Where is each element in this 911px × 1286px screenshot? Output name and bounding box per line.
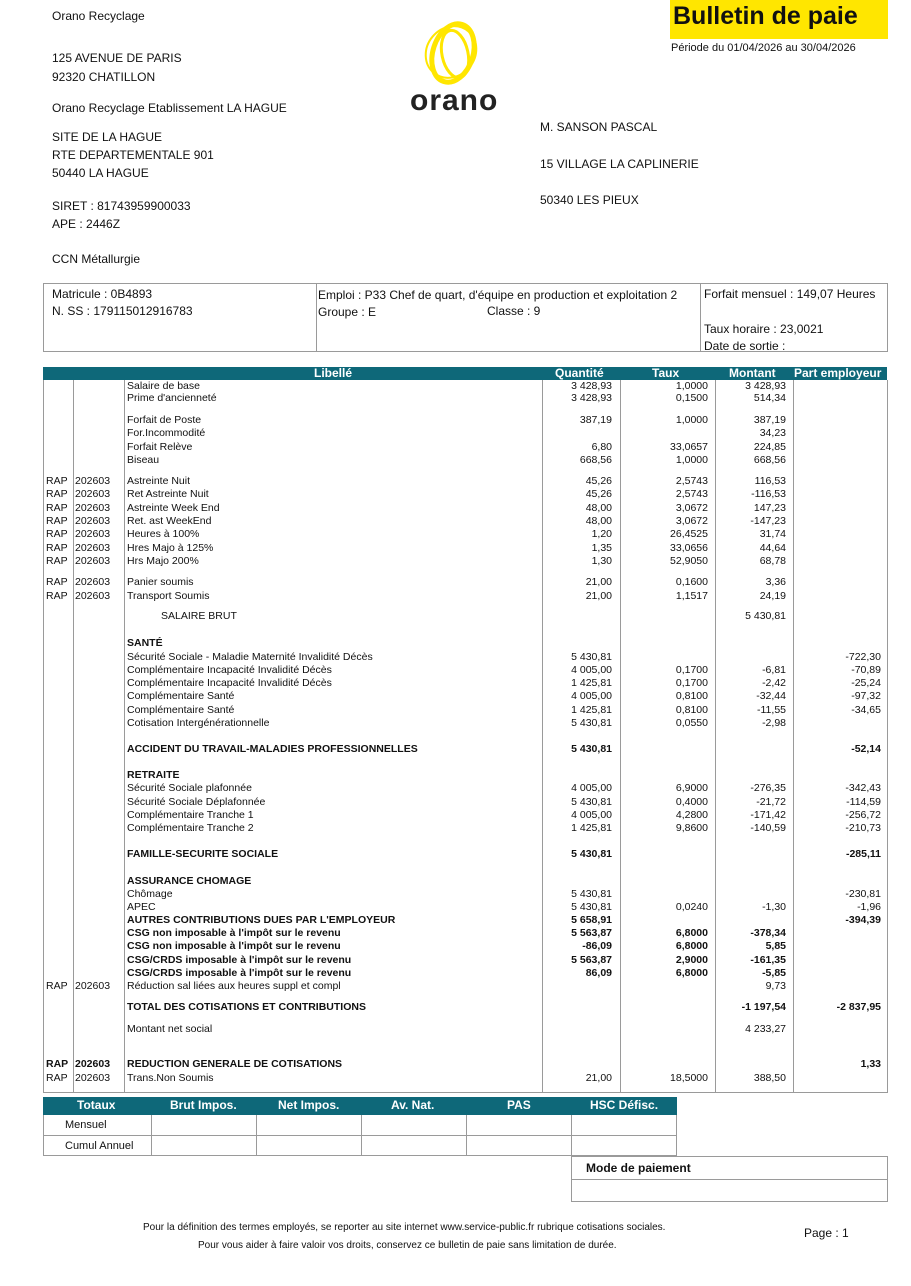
row-amount: -378,34 bbox=[750, 927, 786, 939]
row-amount: 514,34 bbox=[753, 392, 786, 404]
row-rate: 3,0672 bbox=[675, 515, 708, 527]
row-amount: 387,19 bbox=[753, 414, 786, 426]
table-row bbox=[0, 901, 911, 914]
row-amount: 5 430,81 bbox=[745, 610, 786, 622]
row-label: Complémentaire Santé bbox=[127, 690, 235, 702]
row-rate: 1,0000 bbox=[675, 454, 708, 466]
row-employer-part: -285,11 bbox=[845, 848, 881, 860]
row-label: CSG/CRDS imposable à l'impôt sur le revenu bbox=[127, 967, 352, 979]
row-quantity: 1 425,81 bbox=[571, 704, 612, 716]
exit-date: Date de sortie : bbox=[704, 339, 786, 353]
payment-mode-divider bbox=[571, 1179, 888, 1180]
row-quantity: 5 430,81 bbox=[571, 848, 612, 860]
table-row bbox=[0, 475, 911, 488]
row-label: CSG non imposable à l'impôt sur le revenu bbox=[127, 927, 341, 939]
row-label: Montant net social bbox=[127, 1023, 213, 1035]
row-period: 202603 bbox=[75, 515, 111, 527]
social-security-number: N. SS : 179115012916783 bbox=[52, 304, 193, 318]
row-rate: 0,4000 bbox=[675, 796, 708, 808]
table-row bbox=[0, 488, 911, 501]
job-class: Classe : 9 bbox=[487, 304, 541, 318]
table-row bbox=[0, 651, 911, 664]
row-rate: 2,5743 bbox=[675, 475, 708, 487]
row-rate: 6,8000 bbox=[675, 940, 708, 952]
row-amount: -11,55 bbox=[757, 704, 786, 716]
row-quantity: 5 430,81 bbox=[571, 888, 612, 900]
table-row bbox=[0, 1058, 911, 1071]
header-quantite: Quantité bbox=[555, 366, 604, 380]
table-row bbox=[0, 717, 911, 730]
table-row bbox=[0, 782, 911, 795]
company-address-line-1: 125 AVENUE DE PARIS bbox=[52, 51, 182, 65]
ape-code: APE : 2446Z bbox=[52, 217, 121, 231]
row-period: 202603 bbox=[75, 502, 111, 514]
row-period: 202603 bbox=[75, 576, 111, 588]
row-label: TOTAL DES COTISATIONS ET CONTRIBUTIONS bbox=[127, 1001, 366, 1013]
row-rate: 0,1600 bbox=[675, 576, 708, 588]
row-rate: 33,0656 bbox=[670, 542, 708, 554]
row-rap: RAP bbox=[46, 980, 68, 992]
row-employer-part: -394,39 bbox=[845, 914, 881, 926]
row-label: SANTÉ bbox=[127, 637, 163, 649]
row-amount: -2,98 bbox=[762, 717, 786, 729]
row-employer-part: -1,96 bbox=[857, 901, 881, 913]
row-quantity: 4 005,00 bbox=[571, 690, 612, 702]
row-quantity: 21,00 bbox=[585, 590, 612, 602]
row-amount: 24,19 bbox=[759, 590, 786, 602]
row-label: Prime d'ancienneté bbox=[127, 392, 217, 404]
row-rap: RAP bbox=[46, 488, 68, 500]
row-employer-part: -2 837,95 bbox=[836, 1001, 881, 1013]
table-row bbox=[0, 769, 911, 782]
row-quantity: 5 430,81 bbox=[571, 651, 612, 663]
row-label: Panier soumis bbox=[127, 576, 194, 588]
row-label: Sécurité Sociale plafonnée bbox=[127, 782, 252, 794]
row-rap: RAP bbox=[46, 1072, 68, 1084]
row-label: Complémentaire Incapacité Invalidité Décès bbox=[127, 677, 332, 689]
totals-header bbox=[43, 1097, 677, 1115]
row-label: ACCIDENT DU TRAVAIL-MALADIES PROFESSIONNELLES bbox=[127, 743, 418, 755]
totals-col-2 bbox=[256, 1115, 257, 1156]
row-amount: -32,44 bbox=[756, 690, 786, 702]
header-montant: Montant bbox=[729, 366, 776, 380]
row-rate: 6,9000 bbox=[675, 782, 708, 794]
header-part-employeur: Part employeur bbox=[794, 366, 882, 380]
row-amount: -147,23 bbox=[750, 515, 786, 527]
company-address-line-2: 92320 CHATILLON bbox=[52, 70, 156, 84]
row-rate: 26,4525 bbox=[670, 528, 708, 540]
orano-logo-text: orano bbox=[410, 84, 499, 117]
row-quantity: 4 005,00 bbox=[571, 664, 612, 676]
row-quantity: 5 430,81 bbox=[571, 901, 612, 913]
row-rate: 0,0550 bbox=[675, 717, 708, 729]
row-quantity: 48,00 bbox=[585, 502, 612, 514]
table-row bbox=[0, 704, 911, 717]
table-row bbox=[0, 690, 911, 703]
row-label: Hrs Majo 200% bbox=[127, 555, 199, 567]
row-label: Réduction sal liées aux heures suppl et compl bbox=[127, 980, 341, 992]
row-label: For.Incommodité bbox=[127, 427, 206, 439]
row-label: AUTRES CONTRIBUTIONS DUES PAR L'EMPLOYEUR bbox=[127, 914, 396, 926]
site-line-2: RTE DEPARTEMENTALE 901 bbox=[52, 148, 214, 162]
row-period: 202603 bbox=[75, 528, 111, 540]
totals-header-pas: PAS bbox=[507, 1098, 531, 1112]
footer-keep-note: Pour vous aider à faire valoir vos droits, conservez ce bulletin de paie sans limitation de durée. bbox=[198, 1240, 617, 1251]
row-rap: RAP bbox=[46, 555, 68, 567]
establishment-name: Orano Recyclage Etablissement LA HAGUE bbox=[52, 101, 287, 115]
row-amount: 31,74 bbox=[759, 528, 786, 540]
payslip-table-header bbox=[43, 367, 887, 380]
row-label: SALAIRE BRUT bbox=[161, 610, 237, 622]
row-amount: 116,53 bbox=[754, 475, 786, 487]
row-rap: RAP bbox=[46, 542, 68, 554]
row-rate: 52,9050 bbox=[670, 555, 708, 567]
document-title: Bulletin de paie bbox=[673, 2, 858, 30]
payment-mode-label: Mode de paiement bbox=[586, 1161, 691, 1175]
row-quantity: 5 658,91 bbox=[571, 914, 612, 926]
row-rap: RAP bbox=[46, 528, 68, 540]
siret: SIRET : 81743959900033 bbox=[52, 199, 191, 213]
row-quantity: 48,00 bbox=[585, 515, 612, 527]
site-line-1: SITE DE LA HAGUE bbox=[52, 130, 163, 144]
row-quantity: 86,09 bbox=[585, 967, 612, 979]
page-number: Page : 1 bbox=[804, 1226, 849, 1240]
row-period: 202603 bbox=[75, 488, 111, 500]
row-employer-part: -52,14 bbox=[851, 743, 881, 755]
row-rate: 1,0000 bbox=[675, 414, 708, 426]
row-rap: RAP bbox=[46, 515, 68, 527]
row-amount: 44,64 bbox=[759, 542, 786, 554]
table-row bbox=[0, 1023, 911, 1036]
row-period: 202603 bbox=[75, 590, 111, 602]
row-quantity: 21,00 bbox=[585, 576, 612, 588]
totals-row-mensuel: Mensuel bbox=[65, 1119, 107, 1131]
table-row bbox=[0, 637, 911, 650]
table-row bbox=[0, 576, 911, 589]
row-rate: 0,8100 bbox=[675, 690, 708, 702]
row-amount: -161,35 bbox=[750, 954, 786, 966]
table-row bbox=[0, 1001, 911, 1014]
row-employer-part: -230,81 bbox=[845, 888, 881, 900]
table-row bbox=[0, 528, 911, 541]
row-employer-part: -25,24 bbox=[851, 677, 881, 689]
table-row bbox=[0, 590, 911, 603]
row-amount: 147,23 bbox=[753, 502, 786, 514]
row-rap: RAP bbox=[46, 502, 68, 514]
row-employer-part: -722,30 bbox=[845, 651, 881, 663]
row-quantity: 5 430,81 bbox=[571, 717, 612, 729]
row-quantity: 3 428,93 bbox=[571, 380, 612, 392]
totals-col-1 bbox=[151, 1115, 152, 1156]
row-rate: 6,8000 bbox=[675, 967, 708, 979]
row-quantity: 4 005,00 bbox=[571, 782, 612, 794]
row-quantity: 1,20 bbox=[591, 528, 612, 540]
table-row bbox=[0, 454, 911, 467]
table-row bbox=[0, 677, 911, 690]
totals-row-cumul: Cumul Annuel bbox=[65, 1140, 134, 1152]
row-period: 202603 bbox=[75, 1072, 111, 1084]
row-period: 202603 bbox=[75, 555, 111, 567]
row-label: APEC bbox=[127, 901, 156, 913]
table-row bbox=[0, 414, 911, 427]
row-label: ASSURANCE CHOMAGE bbox=[127, 875, 252, 887]
document-title-box bbox=[670, 0, 888, 39]
row-amount: -116,53 bbox=[751, 488, 786, 500]
row-quantity: 45,26 bbox=[585, 475, 612, 487]
row-label: Heures à 100% bbox=[127, 528, 200, 540]
row-label: CSG non imposable à l'impôt sur le revenu bbox=[127, 940, 341, 952]
row-quantity: 5 430,81 bbox=[571, 796, 612, 808]
table-row bbox=[0, 927, 911, 940]
row-employer-part: -210,73 bbox=[845, 822, 881, 834]
pay-period: Période du 01/04/2026 au 30/04/2026 bbox=[671, 42, 856, 54]
row-amount: -21,72 bbox=[756, 796, 786, 808]
row-rate: 0,8100 bbox=[675, 704, 708, 716]
table-row bbox=[0, 441, 911, 454]
row-rate: 0,1700 bbox=[675, 677, 708, 689]
row-rate: 6,8000 bbox=[675, 927, 708, 939]
info-divider-1 bbox=[316, 283, 317, 352]
row-amount: -171,42 bbox=[750, 809, 786, 821]
row-amount: -140,59 bbox=[750, 822, 786, 834]
employee-address-line-1: 15 VILLAGE LA CAPLINERIE bbox=[540, 157, 699, 171]
job-group: Groupe : E bbox=[318, 305, 377, 319]
row-rap: RAP bbox=[46, 1058, 69, 1070]
row-rap: RAP bbox=[46, 590, 68, 602]
row-rate: 2,9000 bbox=[675, 954, 708, 966]
footer-definition-note: Pour la définition des termes employés, se reporter au site internet www.service-public.fr rubrique cotisations sociales. bbox=[143, 1222, 666, 1233]
row-rate: 4,2800 bbox=[675, 809, 708, 821]
row-quantity: 6,80 bbox=[591, 441, 612, 453]
row-label: Trans.Non Soumis bbox=[127, 1072, 214, 1084]
row-label: Sécurité Sociale Déplafonnée bbox=[127, 796, 266, 808]
row-label: Forfait de Poste bbox=[127, 414, 202, 426]
row-label: Sécurité Sociale - Maladie Maternité Invalidité Décès bbox=[127, 651, 373, 663]
row-amount: 4 233,27 bbox=[745, 1023, 786, 1035]
row-label: REDUCTION GENERALE DE COTISATIONS bbox=[127, 1058, 343, 1070]
table-row bbox=[0, 502, 911, 515]
row-amount: 68,78 bbox=[759, 555, 786, 567]
row-label: Ret. ast WeekEnd bbox=[127, 515, 212, 527]
row-period: 202603 bbox=[75, 542, 111, 554]
row-label: Complémentaire Santé bbox=[127, 704, 235, 716]
row-label: Ret Astreinte Nuit bbox=[127, 488, 209, 500]
row-amount: 224,85 bbox=[753, 441, 786, 453]
row-amount: -1 197,54 bbox=[741, 1001, 786, 1013]
hourly-rate: Taux horaire : 23,0021 bbox=[704, 322, 824, 336]
totals-row-divider bbox=[43, 1135, 677, 1136]
info-divider-2 bbox=[700, 283, 701, 352]
row-quantity: 5 563,87 bbox=[571, 954, 612, 966]
employee-name: M. SANSON PASCAL bbox=[540, 120, 658, 134]
row-amount: 668,56 bbox=[753, 454, 786, 466]
row-quantity: 3 428,93 bbox=[571, 392, 612, 404]
row-label: Complémentaire Tranche 1 bbox=[127, 809, 254, 821]
row-amount: 34,23 bbox=[759, 427, 786, 439]
row-label: Astreinte Nuit bbox=[127, 475, 191, 487]
row-period: 202603 bbox=[75, 475, 111, 487]
table-row bbox=[0, 743, 911, 756]
totals-col-5 bbox=[571, 1115, 572, 1156]
row-quantity: 45,26 bbox=[585, 488, 612, 500]
row-label: Cotisation Intergénérationnelle bbox=[127, 717, 270, 729]
row-employer-part: -97,32 bbox=[851, 690, 881, 702]
row-amount: -2,42 bbox=[762, 677, 786, 689]
row-rate: 18,5000 bbox=[670, 1072, 708, 1084]
totals-header-hsc: HSC Défisc. bbox=[590, 1098, 659, 1112]
row-label: Hres Majo à 125% bbox=[127, 542, 214, 554]
row-label: Astreinte Week End bbox=[127, 502, 220, 514]
totals-header-avnat: Av. Nat. bbox=[391, 1098, 435, 1112]
table-row bbox=[0, 796, 911, 809]
table-row bbox=[0, 427, 911, 440]
totals-header-brut: Brut Impos. bbox=[170, 1098, 237, 1112]
table-row bbox=[0, 940, 911, 953]
table-row bbox=[0, 822, 911, 835]
row-rap: RAP bbox=[46, 475, 68, 487]
row-quantity: 5 563,87 bbox=[571, 927, 612, 939]
row-rate: 1,0000 bbox=[675, 380, 708, 392]
row-quantity: 1,35 bbox=[591, 542, 612, 554]
row-label: Complémentaire Incapacité Invalidité Décès bbox=[127, 664, 332, 676]
row-amount: -1,30 bbox=[762, 901, 786, 913]
header-libelle: Libellé bbox=[314, 366, 353, 380]
table-row bbox=[0, 848, 911, 861]
table-row bbox=[0, 1072, 911, 1085]
row-amount: 5,85 bbox=[765, 940, 786, 952]
row-rate: 3,0672 bbox=[675, 502, 708, 514]
table-row bbox=[0, 610, 911, 623]
row-label: FAMILLE-SECURITE SOCIALE bbox=[127, 848, 279, 860]
row-quantity: 387,19 bbox=[579, 414, 612, 426]
row-rate: 0,0240 bbox=[675, 901, 708, 913]
table-row bbox=[0, 555, 911, 568]
row-quantity: -86,09 bbox=[582, 940, 612, 952]
totals-header-totaux: Totaux bbox=[77, 1098, 116, 1112]
row-quantity: 668,56 bbox=[579, 454, 612, 466]
row-rate: 0,1500 bbox=[675, 392, 708, 404]
row-amount: -276,35 bbox=[750, 782, 786, 794]
row-amount: -6,81 bbox=[762, 664, 786, 676]
row-label: CSG/CRDS imposable à l'impôt sur le revenu bbox=[127, 954, 352, 966]
row-amount: 388,50 bbox=[753, 1072, 786, 1084]
site-line-3: 50440 LA HAGUE bbox=[52, 166, 149, 180]
row-quantity: 1,30 bbox=[591, 555, 612, 567]
row-amount: 3,36 bbox=[765, 576, 786, 588]
row-label: Transport Soumis bbox=[127, 590, 210, 602]
company-name: Orano Recyclage bbox=[52, 9, 145, 23]
table-row bbox=[0, 809, 911, 822]
table-row bbox=[0, 954, 911, 967]
row-employer-part: -256,72 bbox=[845, 809, 881, 821]
row-employer-part: -70,89 bbox=[851, 664, 881, 676]
row-label: Complémentaire Tranche 2 bbox=[127, 822, 254, 834]
row-quantity: 5 430,81 bbox=[571, 743, 612, 755]
row-rate: 0,1700 bbox=[675, 664, 708, 676]
row-period: 202603 bbox=[75, 980, 111, 992]
table-row bbox=[0, 980, 911, 993]
row-employer-part: 1,33 bbox=[860, 1058, 881, 1070]
table-row bbox=[0, 967, 911, 980]
table-row bbox=[0, 392, 911, 405]
row-quantity: 4 005,00 bbox=[571, 809, 612, 821]
row-label: Forfait Relève bbox=[127, 441, 193, 453]
row-rate: 2,5743 bbox=[675, 488, 708, 500]
row-quantity: 1 425,81 bbox=[571, 822, 612, 834]
row-amount: -5,85 bbox=[762, 967, 786, 979]
job-title: Emploi : P33 Chef de quart, d'équipe en production et exploitation 2 bbox=[318, 288, 678, 302]
row-rate: 9,8600 bbox=[675, 822, 708, 834]
table-row bbox=[0, 888, 911, 901]
row-amount: 3 428,93 bbox=[745, 380, 786, 392]
table-row bbox=[0, 515, 911, 528]
collective-agreement: CCN Métallurgie bbox=[52, 252, 141, 266]
row-label: Chômage bbox=[127, 888, 173, 900]
table-row bbox=[0, 914, 911, 927]
row-rate: 1,1517 bbox=[675, 590, 708, 602]
table-row bbox=[0, 664, 911, 677]
orano-logo-mark-icon bbox=[405, 18, 505, 88]
totals-col-3 bbox=[361, 1115, 362, 1156]
totals-col-4 bbox=[466, 1115, 467, 1156]
row-quantity: 21,00 bbox=[585, 1072, 612, 1084]
row-employer-part: -342,43 bbox=[845, 782, 881, 794]
totals-header-net: Net Impos. bbox=[278, 1098, 340, 1112]
monthly-package: Forfait mensuel : 149,07 Heures bbox=[704, 287, 876, 301]
row-employer-part: -114,59 bbox=[846, 796, 881, 808]
employee-address-line-2: 50340 LES PIEUX bbox=[540, 193, 639, 207]
row-period: 202603 bbox=[75, 1058, 111, 1070]
row-employer-part: -34,65 bbox=[851, 704, 881, 716]
row-rap: RAP bbox=[46, 576, 68, 588]
row-label: Biseau bbox=[127, 454, 160, 466]
row-label: Salaire de base bbox=[127, 380, 200, 392]
table-row bbox=[0, 875, 911, 888]
row-rate: 33,0657 bbox=[670, 441, 708, 453]
row-label: RETRAITE bbox=[127, 769, 180, 781]
matricule: Matricule : 0B4893 bbox=[52, 287, 153, 301]
row-amount: 9,73 bbox=[765, 980, 786, 992]
row-quantity: 1 425,81 bbox=[571, 677, 612, 689]
header-taux: Taux bbox=[652, 366, 680, 380]
table-row bbox=[0, 542, 911, 555]
